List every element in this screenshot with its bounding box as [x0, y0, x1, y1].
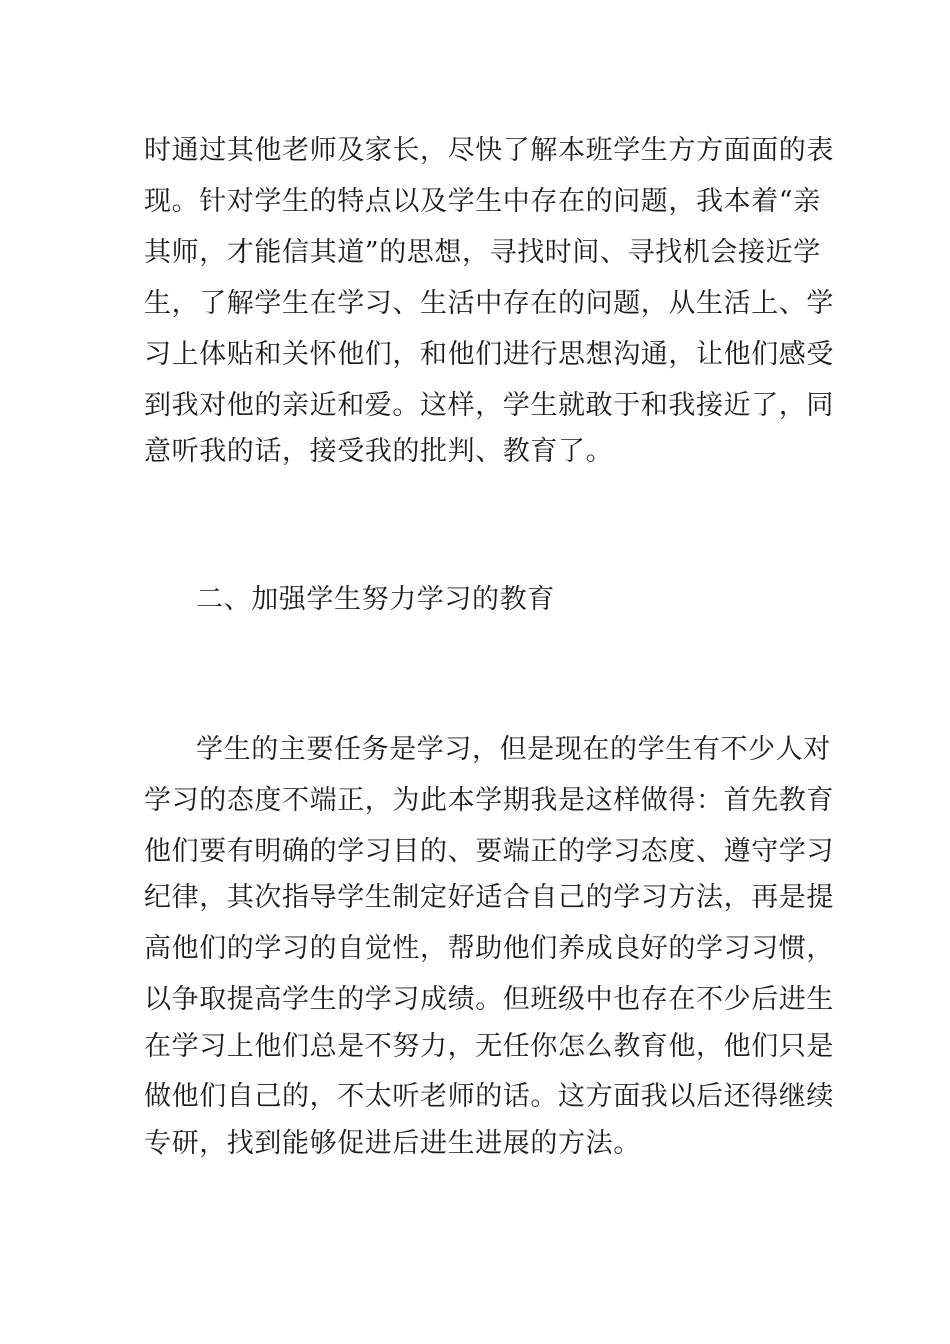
- text-line: 学习的态度不端正，为此本学期我是这样做得：首先教育: [144, 785, 834, 816]
- text-line: 他们要有明确的学习目的、要端正的学习态度、遵守学习: [144, 836, 834, 867]
- text-line: 到我对他的亲近和爱。这样，学生就敢于和我接近了，同: [144, 390, 834, 421]
- text-line: 以争取提高学生的学习成绩。但班级中也存在不少后进生: [144, 984, 834, 1015]
- text-line: 习上体贴和关怀他们，和他们进行思想沟通，让他们感受: [144, 339, 834, 370]
- section-heading: 二、加强学生努力学习的教育: [196, 584, 555, 615]
- text-line: 在学习上他们总是不努力，无任你怎么教育他，他们只是: [144, 1031, 834, 1062]
- text-line: 其师，才能信其道”的思想，寻找时间、寻找机会接近学: [144, 237, 821, 268]
- text-line: 学生的主要任务是学习，但是现在的学生有不少人对: [196, 734, 831, 765]
- text-line: 纪律，其次指导学生制定好适合自己的学习方法，再是提: [144, 882, 834, 913]
- text-line: 生，了解学生在学习、生活中存在的问题，从生活上、学: [144, 288, 834, 319]
- text-line: 高他们的学习的自觉性，帮助他们养成良好的学习习惯，: [144, 933, 834, 964]
- text-line: 时通过其他老师及家长，尽快了解本班学生方方面面的表: [144, 135, 834, 166]
- text-line: 做他们自己的，不太听老师的话。这方面我以后还得继续: [144, 1081, 834, 1112]
- text-line: 意听我的话，接受我的批判、教育了。: [144, 436, 614, 467]
- text-line: 专研，找到能够促进后进生进展的方法。: [144, 1128, 641, 1159]
- text-line: 现。针对学生的特点以及学生中存在的问题，我本着“亲: [144, 186, 821, 217]
